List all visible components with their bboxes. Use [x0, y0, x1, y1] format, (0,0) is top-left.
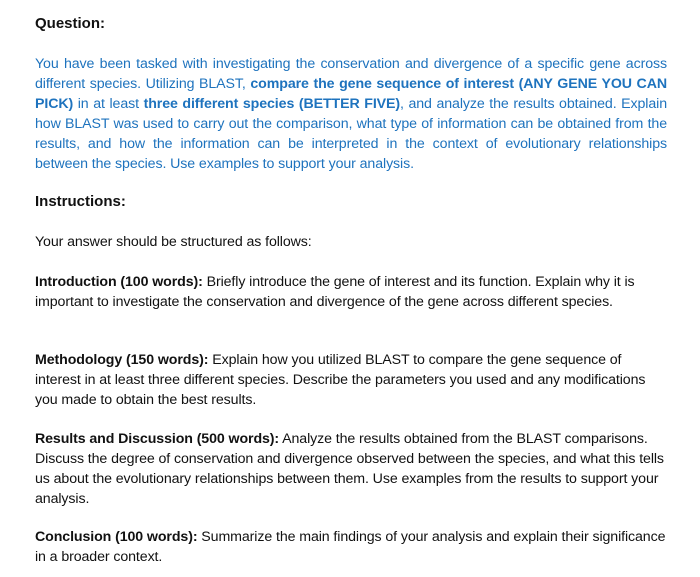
question-heading: Question:	[35, 15, 105, 32]
section-label: Results and Discussion (500 words):	[35, 431, 280, 447]
section-label: Methodology (150 words):	[35, 352, 209, 368]
question-text	[35, 54, 667, 174]
section-text: Explain how you utilized BLAST to compare the gene sequence of interest in at least three different species. Describe the parameters you used and any modifications you made to obtain the best results.	[35, 352, 646, 408]
section-results-discussion	[35, 429, 667, 509]
section-text: Briefly introduce the gene of interest and its function. Explain why it is important to investigate the conservation and divergence of the gene across different species.	[35, 274, 635, 310]
section-label: Conclusion (100 words):	[35, 529, 198, 545]
question-emphasis-species: three different species (BETTER FIVE)	[143, 96, 401, 112]
section-conclusion	[35, 527, 667, 567]
instructions-intro: Your answer should be structured as follows:	[35, 234, 312, 250]
question-text-part-2: in at least	[73, 96, 144, 112]
section-introduction	[35, 272, 667, 312]
question-text-part-1: You have been tasked with investigating the conservation and divergence of a specific gene across different species. Utilizing BLAST,	[35, 56, 667, 92]
section-methodology	[35, 350, 667, 410]
question-text-part-3: , and analyze the results obtained. Explain how BLAST was used to carry out the comparison, what type of information can be obtained from the results, and how the information can be interpreted in the context of evolutionary relationships between the species. Use examples to support your analysis.	[35, 96, 667, 172]
section-text: Summarize the main findings of your analysis and explain their significance in a broader context.	[35, 529, 666, 565]
instructions-heading: Instructions:	[35, 193, 126, 210]
section-text: Analyze the results obtained from the BLAST comparisons. Discuss the degree of conservation and divergence observed between the species, and what this tells us about the evolutionary relationships between them. Use examples from the results to support your analysis.	[35, 431, 664, 507]
section-label: Introduction (100 words):	[35, 274, 203, 290]
question-emphasis-gene: compare the gene sequence of interest (ANY GENE YOU CAN PICK)	[35, 76, 667, 112]
